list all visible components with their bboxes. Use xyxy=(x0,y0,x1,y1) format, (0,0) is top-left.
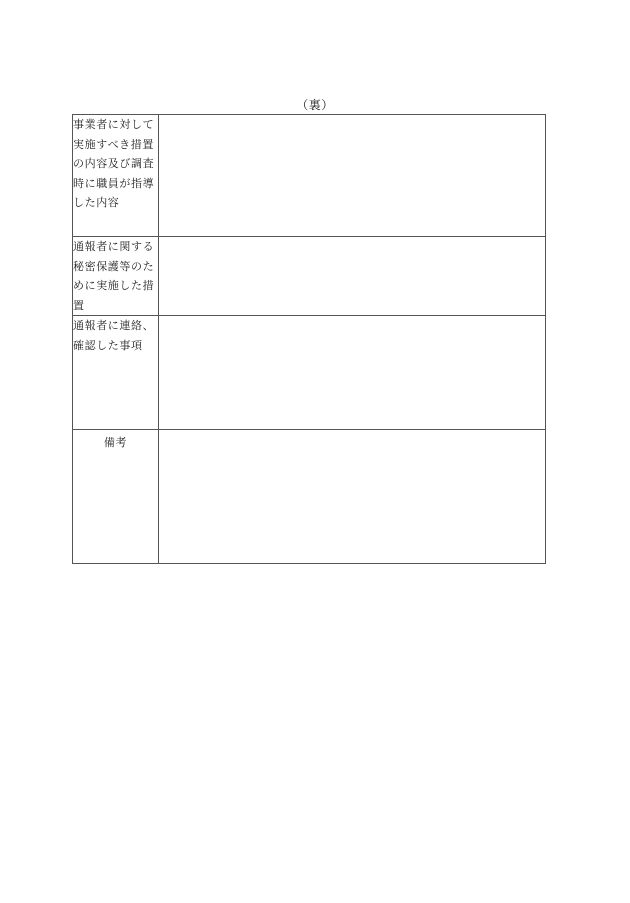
label-confidentiality: 通報者に関する秘密保護等のために実施した措置 xyxy=(73,237,159,316)
form-row-confidentiality xyxy=(73,237,546,316)
label-measures: 事業者に対して実施すべき措置の内容及び調査時に職員が指導した内容 xyxy=(73,115,159,237)
label-contact: 通報者に連絡、確認した事項 xyxy=(73,316,159,430)
page-heading: （裏） xyxy=(296,98,334,112)
field-confidentiality[interactable] xyxy=(159,237,546,316)
form-row-contact xyxy=(73,316,546,430)
report-form-table xyxy=(72,114,546,564)
field-remarks[interactable] xyxy=(159,430,546,564)
label-remarks: 備考 xyxy=(73,430,159,564)
form-row-remarks xyxy=(73,430,546,564)
field-contact[interactable] xyxy=(159,316,546,430)
field-measures[interactable] xyxy=(159,115,546,237)
form-row-measures xyxy=(73,115,546,237)
